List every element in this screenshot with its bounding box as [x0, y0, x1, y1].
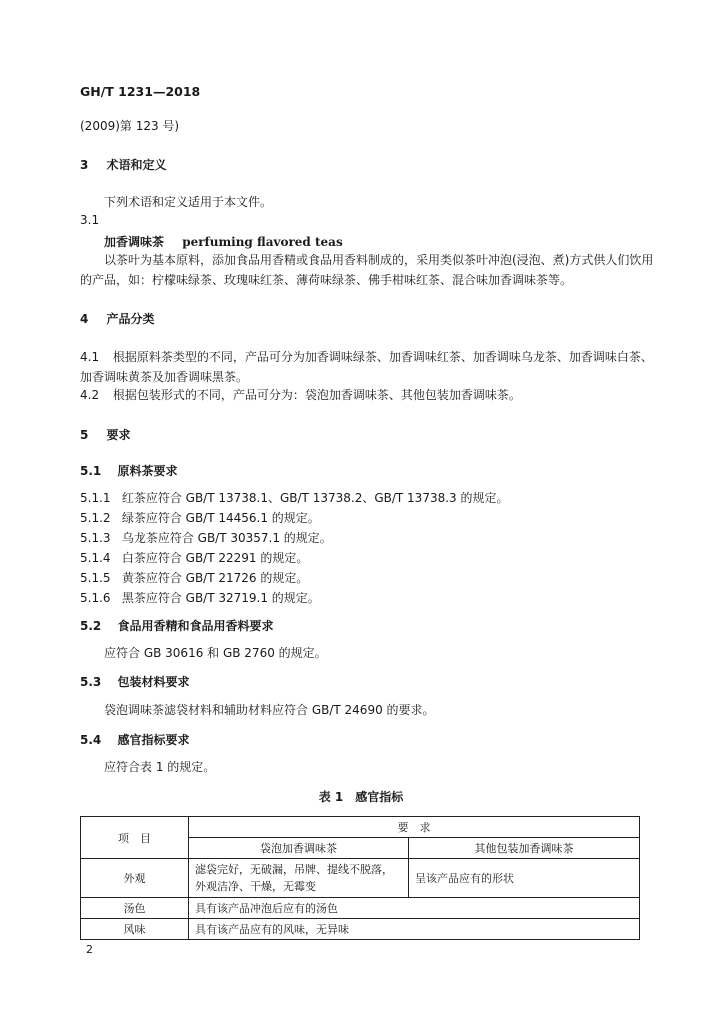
clause-number: 5.2: [80, 619, 102, 633]
clause-title: 感官指标要求: [117, 733, 190, 747]
table-row: [81, 859, 640, 898]
clause-5-4-heading: [80, 731, 189, 748]
item-number: 5.1.3: [80, 531, 111, 545]
page-number: 2: [86, 943, 93, 956]
section-title: 产品分类: [106, 312, 155, 326]
item-text: 绿茶应符合 GB/T 14456.1 的规定。: [121, 511, 320, 525]
clause-5-3-heading: [80, 673, 189, 690]
row-merged-cell: 具有该产品应有的风味，无异味: [189, 919, 640, 940]
term-english: perfuming flavored teas: [182, 235, 343, 249]
item-number: 5.1.4: [80, 551, 111, 565]
clause-5-4-text: 应符合表 1 的规定。: [104, 760, 216, 774]
item-text: 红茶应符合 GB/T 13738.1、GB/T 13738.2、GB/T 13738.3 的规定。: [121, 491, 509, 505]
row-merged-cell: 具有该产品冲泡后应有的汤色: [189, 898, 640, 919]
list-item: [80, 509, 320, 526]
item-number: 5.1.6: [80, 591, 111, 605]
clause-title: 食品用香精和食品用香料要求: [117, 619, 274, 633]
item-text: 白茶应符合 GB/T 22291 的规定。: [121, 551, 309, 565]
clause-number: 5.1: [80, 464, 102, 478]
list-item: [80, 569, 308, 586]
section-title: 术语和定义: [106, 158, 167, 172]
clause-number: 4.1: [80, 350, 100, 364]
row-item-cell: 汤色: [81, 898, 189, 919]
term-definition: 以茶叶为基本原料，添加食品用香精或食品用香料制成的，采用类似茶叶冲泡(浸泡、煮)方式供人们饮用的产品，如：柠檬味绿茶、玫瑰味红茶、薄荷味绿茶、佛手柑味红茶、混合味加香调味茶等。: [80, 253, 654, 287]
section-number: 3: [80, 158, 89, 172]
table-caption: 表 1 感官指标: [318, 790, 404, 804]
row-bag-cell: 滤袋完好，无破漏，吊牌、提线不脱落，外观洁净、干燥，无霉变: [189, 859, 409, 898]
row-item-cell: 外观: [81, 859, 189, 898]
item-text: 黄茶应符合 GB/T 21726 的规定。: [121, 571, 309, 585]
list-item: [80, 549, 308, 566]
table-row: [81, 919, 640, 940]
list-item: [80, 489, 508, 506]
section-number: 4: [80, 312, 89, 326]
clause-3-1-number: 3.1: [80, 213, 100, 227]
row-other-cell: 呈该产品应有的形状: [409, 859, 640, 898]
item-number: 5.1.1: [80, 491, 111, 505]
section-4-heading: [80, 310, 155, 327]
term-chinese: 加香调味茶: [104, 235, 165, 249]
header-requirement-cell: 要 求: [189, 817, 640, 838]
clause-4-2: [80, 385, 660, 405]
table-header-row: [81, 817, 640, 838]
list-item: [80, 589, 320, 606]
header-other-cell: 其他包装加香调味茶: [409, 838, 640, 859]
item-text: 黑茶应符合 GB/T 32719.1 的规定。: [121, 591, 320, 605]
item-text: 乌龙茶应符合 GB/T 30357.1 的规定。: [121, 531, 332, 545]
list-item: [80, 529, 332, 546]
section-3-heading: [80, 156, 167, 173]
clause-text: 根据原料茶类型的不同，产品可分为加香调味绿茶、加香调味红茶、加香调味乌龙茶、加香调味白茶、加香调味黄茶及加香调味黑茶。: [80, 350, 653, 384]
clause-5-2-text: 应符合 GB 30616 和 GB 2760 的规定。: [104, 646, 327, 660]
clause-number: 4.2: [80, 388, 100, 402]
sensory-table: [80, 816, 640, 940]
section-3-intro: 下列术语和定义适用于本文件。: [104, 195, 273, 209]
section-5-heading: [80, 426, 131, 443]
clause-title: 原料茶要求: [117, 464, 178, 478]
item-number: 5.1.5: [80, 571, 111, 585]
clause-4-1: [80, 347, 660, 387]
header-item-cell: 项 目: [81, 817, 189, 859]
clause-number: 5.4: [80, 733, 102, 747]
item-number: 5.1.2: [80, 511, 111, 525]
section-title: 要求: [106, 428, 131, 442]
clause-number: 5.3: [80, 675, 102, 689]
clause-5-2-heading: [80, 617, 273, 634]
row-item-cell: 风味: [81, 919, 189, 940]
clause-text: 根据包装形式的不同，产品可分为：袋泡加香调味茶、其他包装加香调味茶。: [112, 388, 521, 402]
clause-5-3-text: 袋泡调味茶滤袋材料和辅助材料应符合 GB/T 24690 的要求。: [104, 703, 435, 717]
standard-number: GH/T 1231—2018: [80, 84, 201, 99]
section-number: 5: [80, 428, 89, 442]
term-entry: [104, 233, 343, 250]
reference-line: (2009)第 123 号): [80, 119, 180, 133]
header-bag-cell: 袋泡加香调味茶: [189, 838, 409, 859]
table-row: [81, 898, 640, 919]
clause-5-1-heading: [80, 462, 177, 479]
clause-title: 包装材料要求: [117, 675, 190, 689]
